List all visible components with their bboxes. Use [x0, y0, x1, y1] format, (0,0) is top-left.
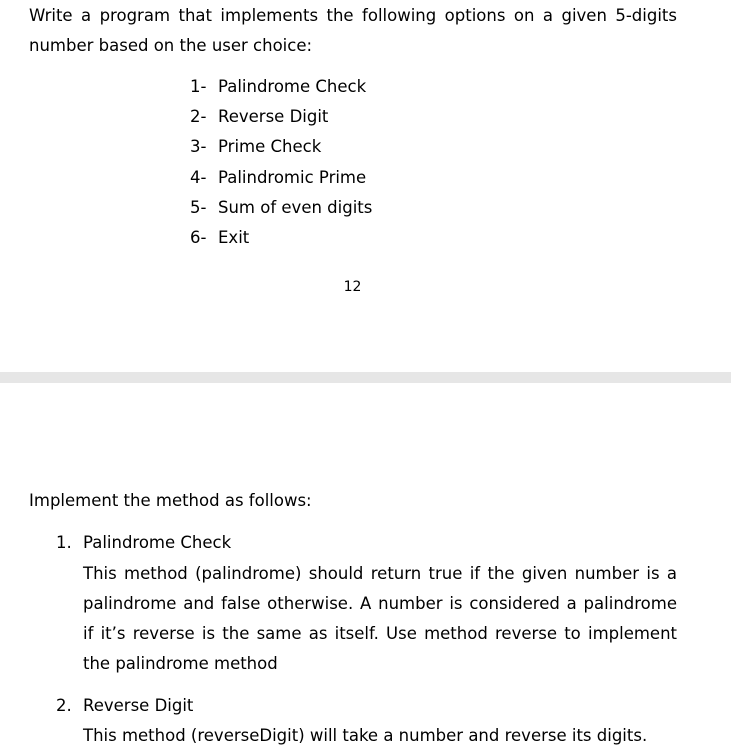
- menu-item-number: 5-: [190, 197, 207, 217]
- method-title-reverse-digit: [56, 691, 193, 721]
- document-page-upper: [0, 0, 731, 372]
- method-description-reverse-digit: This method (reverseDigit) will take a number and reverse its digits.: [83, 726, 648, 745]
- menu-item-number: 4-: [190, 167, 207, 187]
- menu-item-number: 6-: [190, 227, 207, 247]
- menu-item-number: 1-: [190, 77, 207, 96]
- menu-item-number: 2-: [190, 107, 207, 127]
- menu-item-label: Prime Check: [218, 137, 322, 157]
- menu-item-exit: [190, 223, 372, 253]
- menu-item-label: Reverse Digit: [218, 107, 329, 127]
- page-separator: [0, 372, 731, 383]
- menu-item-label: Palindrome Check: [218, 77, 367, 96]
- page-number: 12: [343, 279, 362, 295]
- menu-item-label: Sum of even digits: [218, 197, 373, 217]
- menu-item-prime-check: [190, 132, 372, 162]
- method-title-label: Palindrome Check: [83, 533, 232, 552]
- method-number: 1.: [56, 533, 72, 552]
- method-description-palindrome: This method (palindrome) should return true if the given number is a palindrome and false otherwise. A number is considered a palindrome if it’s reverse is the same as itself. Use method reverse to implement the palindrome method: [83, 564, 677, 673]
- menu-item-label: Palindromic Prime: [218, 167, 367, 187]
- intro-paragraph: Write a program that implements the following options on a given 5-digits number based on the user choice:: [29, 6, 677, 55]
- method-number: 2.: [56, 696, 72, 715]
- menu-item-label: Exit: [218, 227, 250, 247]
- menu-item-palindrome-check: [190, 72, 372, 102]
- menu-item-sum-even-digits: [190, 193, 372, 223]
- options-menu-list: [190, 72, 372, 253]
- method-title-palindrome-check: [56, 528, 231, 558]
- menu-item-palindromic-prime: [190, 163, 372, 193]
- implement-heading: Implement the method as follows:: [29, 491, 312, 510]
- method-title-label: Reverse Digit: [83, 696, 194, 715]
- menu-item-reverse-digit: [190, 102, 372, 132]
- menu-item-number: 3-: [190, 137, 207, 157]
